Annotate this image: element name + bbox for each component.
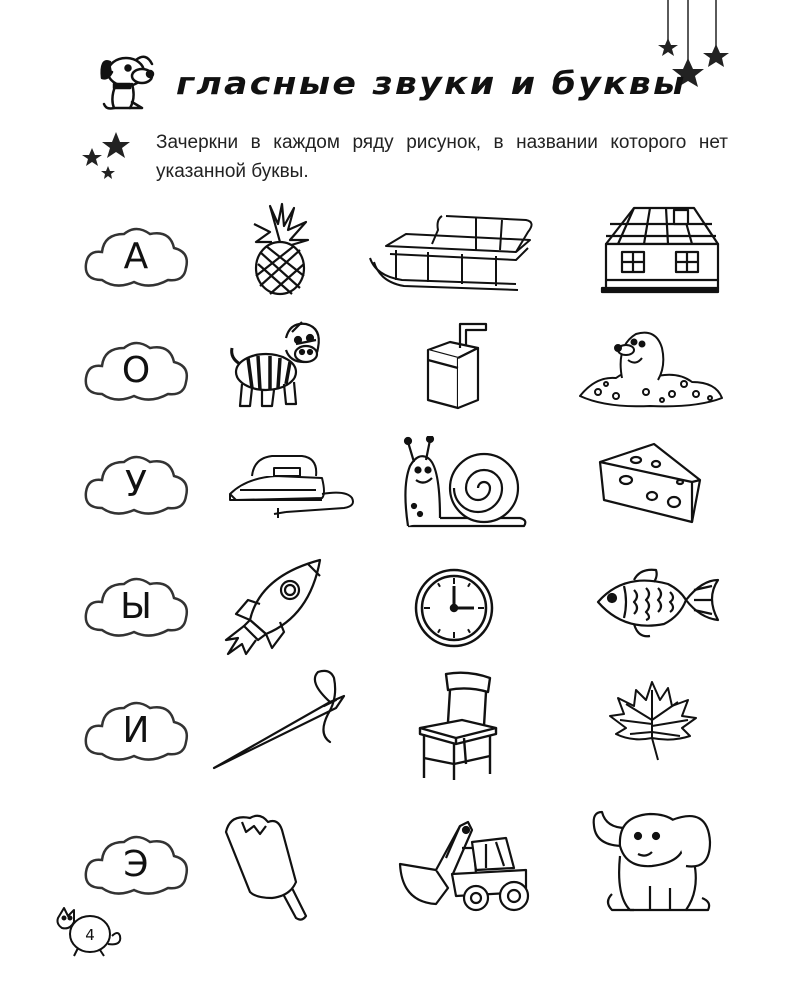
row-letter: У [125,464,147,505]
iron-icon[interactable] [226,450,366,520]
excavator-icon[interactable] [396,818,534,914]
cheese-icon[interactable] [596,440,708,524]
clock-icon[interactable] [412,566,496,650]
rocket-icon[interactable] [220,556,332,656]
letter-cloud-i [80,694,192,768]
dog-mascot-icon [96,50,164,114]
page-number: 4 [85,926,95,944]
row-letter: А [123,236,149,277]
leaf-icon[interactable] [606,680,698,766]
row-letter: О [121,350,151,391]
ice-cream-icon[interactable] [220,812,310,922]
letter-cloud-y [80,570,192,644]
letter-cloud-e [80,828,192,902]
row-letter: Ы [120,586,152,627]
fish-icon[interactable] [594,566,722,642]
house-icon[interactable] [598,204,724,294]
elephant-icon[interactable] [590,806,714,916]
letter-cloud-o [80,334,192,408]
letter-cloud-a [80,220,192,294]
snail-icon[interactable] [400,436,532,532]
page-title: гласные звуки и буквы [176,66,687,102]
letter-cloud-u [80,448,192,522]
needle-icon[interactable] [212,668,350,772]
chair-icon[interactable] [416,668,498,782]
sled-icon[interactable] [366,210,544,292]
instruction-stars-icon [78,130,134,182]
zebra-icon[interactable] [226,318,324,410]
pineapple-icon[interactable] [248,202,312,298]
instruction-text: Зачеркни в каждом ряду рисунок, в названии которого нет указанной буквы. [156,132,728,182]
mole-icon[interactable] [576,326,726,408]
juice-box-icon[interactable] [420,320,492,410]
row-letter: Э [123,844,149,885]
row-letter: И [122,710,150,751]
